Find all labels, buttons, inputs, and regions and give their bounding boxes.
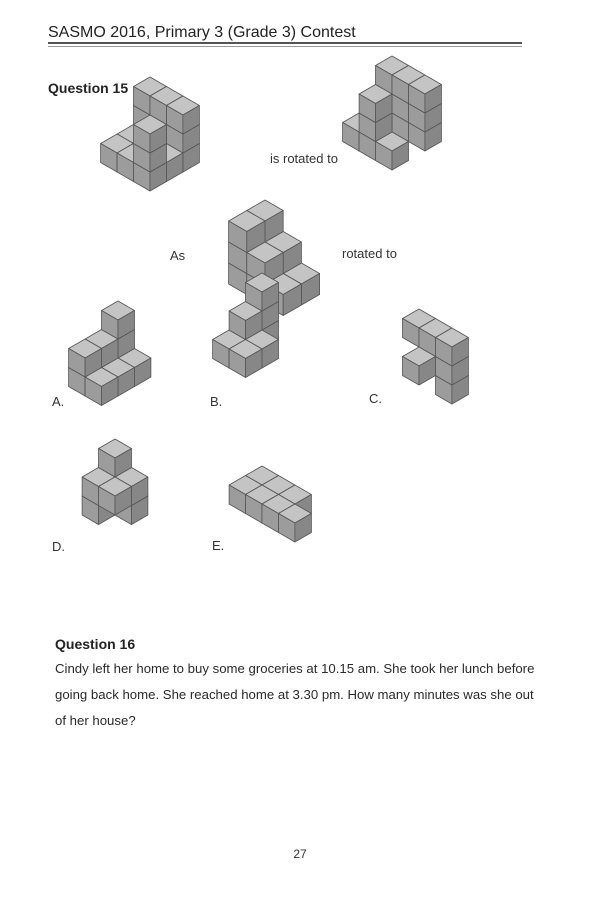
option-e-shape [229, 466, 311, 542]
question-16-text: Cindy left her home to buy some groceries at 10.15 am. She took her lunch before going back home. She reached home at 3.30 pm. How many minutes was she out of her house? [55, 661, 535, 728]
option-d-label: D. [52, 539, 65, 554]
rotated-to-label: rotated to [342, 246, 397, 261]
page-number: 27 [293, 847, 307, 861]
option-b-label: B. [210, 394, 223, 409]
question-16-heading: Question 16 [55, 636, 136, 652]
option-a-label: A. [52, 394, 65, 409]
page-header-title: SASMO 2016, Primary 3 (Grade 3) Contest [48, 24, 356, 41]
question-15-heading: Question 15 [48, 80, 129, 96]
source-shape-1 [101, 77, 200, 191]
is-rotated-to-label: is rotated to [270, 151, 338, 166]
as-label: As [170, 248, 186, 263]
option-b-shape [213, 273, 279, 378]
option-c-label: C. [369, 391, 382, 406]
option-c-shape [403, 309, 469, 404]
option-d-shape [82, 439, 148, 525]
option-e-label: E. [212, 538, 225, 553]
option-a-shape [69, 301, 151, 406]
source-shape-2 [343, 56, 442, 170]
